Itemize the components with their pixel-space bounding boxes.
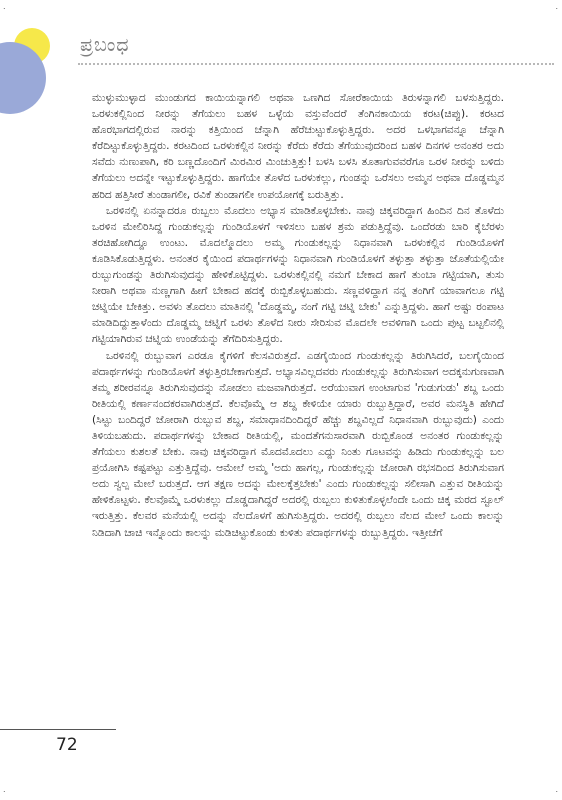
crop-mark-bottom-right: . <box>555 785 558 794</box>
paragraph: ಮುಳ್ಳುಮುಳ್ಳಾದ ಮುಂಡುಗದ ಕಾಯಿಯನ್ನಾಗಲಿ ಅಥವಾ ಒಣಗಿದ ಸೋರೆಕಾಯಿಯ ತಿರುಳನ್ನಾಗಲಿ ಬಳಸುತ್ತಿದ್ದರು. ಒರಳುಕಲ್ಲಿನಿಂದ ನೀರನ್ನು ತೆಗೆಯಲು ಬಹಳ ಒಳ್ಳೆಯ ವಸ್ತುವೆಂದರೆ ತೆಂಗಿನಕಾಯಿಯ ಕರಟ(ಚಿಪ್ಪು). ಕರಟದ ಹೊರಭಾಗದಲ್ಲಿರುವ ನಾರನ್ನು ಕತ್ತಿಯಿಂದ ಚೆನ್ನಾಗಿ ಹೆರೆಚುಟ್ಟುಕೊಳ್ಳುತ್ತಿದ್ದರು. ಅದರ ಒಳಭಾಗವನ್ನೂ ಚೆನ್ನಾಗಿ ಕೆರೆದಿಟ್ಟುಕೊಳ್ಳುತ್ತಿದ್ದರು. ಕರಟದಿಂದ ಒರಳುಕಲ್ಲಿನ ನೀರನ್ನು ಕೆರೆದು ಕೆರೆದು ತೆಗೆಯುವುದರಿಂದ ಬಹಳ ದಿನಗಳ ಅನಂತರ ಅದು ಸವೆದು ನುಣುಪಾಗಿ, ಕರಿ ಬಣ್ಣದೊಂದಿಗೆ ಮಿರಮಿರ ಮಿಂಚುತ್ತಿತ್ತು! ಬಳಸಿ ಬಳಸಿ ತೂತಾಗುವವರೆಗೂ ಒರಳ ನೀರನ್ನು ಬಳಿದು ತೆಗೆಯಲು ಅದನ್ನೇ ಇಟ್ಟುಕೊಳ್ಳುತ್ತಿದ್ದರು. ಹಾಗೆಯೇ ತೊಳೆದ ಒರಳುಕಲ್ಲು, ಗುಂಡನ್ನು ಒರೆಸಲು ಅಮ್ಮನ ಅಥವಾ ದೊಡ್ಡಮ್ಮನ ಹರಿದ ಹತ್ತಿಸೀರೆ ತುಂಡಾಗಲೀ, ರವಿಕೆ ತುಂಡಾಗಲೀ ಉಪಯೋಗಕ್ಕೆ ಬರುತ್ತಿತ್ತು. <box>92 92 504 201</box>
paragraph: ಒರಳಿನಲ್ಲಿ ಏನನ್ನಾದರೂ ರುಬ್ಬಲು ಮೊದಲು ಅಭ್ಯಾಸ ಮಾಡಿಕೊಳ್ಳಬೇಕು. ನಾವು ಚಿಕ್ಕವರಿದ್ದಾಗ ಹಿಂದಿನ ದಿನ ತೊಳೆದು ಒರಳಿನ ಮೇಲಿರಿಸಿದ್ದ ಗುಂಡುಕಲ್ಲನ್ನು ಗುಂಡಿಯೊಳಗೆ ಇಳಿಸಲು ಬಹಳ ಶ್ರಮ ಪಡುತ್ತಿದ್ದೆವು. ಒಂದೆರಡು ಬಾರಿ ಕೈಬೆರಳು ತರಚಿಹೋಗಿದ್ದೂ ಉಂಟು. ಮೊದಲ್ಮೊದಲು ಅಮ್ಮ ಗುಂಡುಕಲ್ಲನ್ನು ನಿಧಾನವಾಗಿ ಒರಳುಕಲ್ಲಿನ ಗುಂಡಿಯೊಳಗೆ ಕೂಡಿಸಿಕೊಡುತ್ತಿದ್ದಳು. ಅನಂತರ ಕೈಯಿಂದ ಪದಾರ್ಥಗಳನ್ನು ನಿಧಾನವಾಗಿ ಗುಂಡಿಯೊಳಗೆ ತಳ್ಳುತ್ತಾ ತಳ್ಳುತ್ತಾ ಜೊತೆಯಲ್ಲಿಯೇ ರುಬ್ಬುಗುಂಡನ್ನು ತಿರುಗಿಸುವುದನ್ನು ಹೇಳಿಕೊಟ್ಟಿದ್ದಳು. ಒರಳುಕಲ್ಲಿನಲ್ಲಿ ನಮಗೆ ಬೇಕಾದ ಹಾಗೆ ತುಂಬಾ ಗಟ್ಟಿಯಾಗಿ, ತುಸು ನೀರಾಗಿ ಅಥವಾ ನುಣ್ಣಗಾಗಿ ಹೀಗೆ ಬೇಕಾದ ಹದಕ್ಕೆ ರುಬ್ಬಿಕೊಳ್ಳಬಹುದು. ಸಣ್ಣವಳಿದ್ದಾಗ ನನ್ನ ತಂಗಿಗೆ ಯಾವಾಗಲೂ ಗಟ್ಟಿ ಚಟ್ನಿಯೇ ಬೇಕಿತ್ತು. ಅವಳು ತೊದಲು ಮಾತಿನಲ್ಲಿ 'ದೊಡ್ಡಮ್ಮ, ನಂಗೆ ಗಟ್ಟಿ ಚಟ್ನಿ ಬೇಕು' ಎನ್ನುತ್ತಿದ್ದಳು. ಹಾಗೆ ಅಷ್ಟು ರಂಪಾಟ ಮಾಡಿದಿದ್ದುತ್ತಾಳೆಂದು ದೊಡ್ಡಮ್ಮ ಚಟ್ನಿಗೆ ಒರಳು ತೊಳೆದ ನೀರು ಸೇರಿಸುವ ಮೊದಲೇ ಅವಳಿಗಾಗಿ ಒಂದು ಪುಟ್ಟ ಬಟ್ಟಲಿನಲ್ಲಿ ಗಟ್ಟಿಯಾಗಿರುವ ಚಟ್ನಿಯ ಉಂಡೆಯನ್ನು ತೆಗೆದಿರಿಸುತ್ತಿದ್ದರು. <box>92 204 504 346</box>
page-number: 72 <box>56 735 78 755</box>
article-body <box>92 90 504 541</box>
section-title: ಪ್ರಬಂಧ <box>80 34 130 56</box>
paragraph: ಒರಳಿನಲ್ಲಿ ರುಬ್ಬುವಾಗ ಎರಡೂ ಕೈಗಳಿಗೆ ಕೆಲಸವಿರುತ್ತದೆ. ಎಡಗೈಯಿಂದ ಗುಂಡುಕಲ್ಲನ್ನು ತಿರುಗಿಸಿದರೆ, ಬಲಗೈಯಿಂದ ಪದಾರ್ಥಗಳನ್ನು ಗುಂಡಿಯೊಳಗೆ ತಳ್ಳುತ್ತಿರಬೇಕಾಗುತ್ತದೆ. ಅಭ್ಯಾಸವಿಲ್ಲದವರು ಗುಂಡುಕಲ್ಲನ್ನು ತಿರುಗಿಸುವಾಗ ಅದಕ್ಕನುಗುಣವಾಗಿ ತಮ್ಮ ಶರೀರವನ್ನೂ ತಿರುಗಿಸುವುದನ್ನು ನೋಡಲು ಮಜವಾಗಿರುತ್ತದೆ. ಅರೆಯುವಾಗ ಉಂಟಾಗುವ 'ಗುಡುಗುಡು' ಶಬ್ದ ಒಂದು ರೀತಿಯಲ್ಲಿ ಕರ್ಣಾನಂದಕರವಾಗಿರುತ್ತದೆ. ಕೆಲವೊಮ್ಮೆ ಆ ಶಬ್ದ ಕೇಳಿಯೇ ಯಾರು ರುಬ್ಬುತ್ತಿದ್ದಾರೆ, ಅವರ ಮನಸ್ಥಿತಿ ಹೇಗಿದೆ (ಸಿಟ್ಟು ಬಂದಿದ್ದರೆ ಜೋರಾಗಿ ರುಬ್ಬುವ ಶಬ್ದ, ಸಮಾಧಾನದಿಂದಿದ್ದರೆ ಹೆಚ್ಚು ಶಬ್ದವಿಲ್ಲದೆ ನಿಧಾನವಾಗಿ ರುಬ್ಬುವುದು) ಎಂದು ತಿಳಿಯಬಹುದು. ಪದಾರ್ಥಗಳನ್ನು ಬೇಕಾದ ರೀತಿಯಲ್ಲಿ, ಮಂದತೆಗನುಸಾರವಾಗಿ ರುಬ್ಬಿಕೊಂಡ ಅನಂತರ ಗುಂಡುಕಲ್ಲನ್ನು ತೆಗೆಯಲು ಕುಶಲತೆ ಬೇಕು. ನಾವು ಚಿಕ್ಕವರಿದ್ದಾಗ ಮೊದಮೊದಲು ಎದ್ದು ನಿಂತು ಗೂಟವನ್ನು ಹಿಡಿದು ಗುಂಡುಕಲ್ಲನ್ನು ಬಲ ಪ್ರಯೋಗಿಸಿ ಕಷ್ಟಪಟ್ಟು ಎತ್ತುತ್ತಿದ್ದೆವು. ಆಮೇಲೆ ಅಮ್ಮ 'ಅದು ಹಾಗಲ್ಲ, ಗುಂಡುಕಲ್ಲನ್ನು ಜೋರಾಗಿ ರಭಸದಿಂದ ತಿರುಗಿಸುವಾಗ ಅದು ಸ್ವಲ್ಪ ಮೇಲೆ ಬರುತ್ತದೆ. ಆಗ ತಕ್ಷಣ ಅದನ್ನು ಮೇಲಕ್ಕೆತ್ತಬೇಕು' ಎಂದು ಗುಂಡುಕಲ್ಲನ್ನು ಸಲೀಸಾಗಿ ಎತ್ತುವ ರೀತಿಯನ್ನು ಹೇಳಿಕೊಟ್ಟಳು. ಕೆಲವೊಮ್ಮೆ ಒರಳುಕಲ್ಲು ದೊಡ್ಡದಾಗಿದ್ದರೆ ಅದರಲ್ಲಿ ರುಬ್ಬಲು ಕುಳಿತುಕೊಳ್ಳಲೆಂದೇ ಒಂದು ಚಿಕ್ಕ ಮರದ ಸ್ಟೂಲ್ ಇರುತ್ತಿತ್ತು. ಕೆಲವರ ಮನೆಯಲ್ಲಿ ಅದನ್ನು ನೆಲದೊಳಗೆ ಹುಗಿಸುತ್ತಿದ್ದರು. ಅದರಲ್ಲಿ ರುಬ್ಬಲು ನೆಲದ ಮೇಲೆ ಒಂದು ಕಾಲನ್ನು ನಿಡಿದಾಗಿ ಚಾಚಿ ಇನ್ನೊಂದು ಕಾಲನ್ನು ಮಡಿಚಿಟ್ಟುಕೊಂಡು ಕುಳಿತು ಪದಾರ್ಥಗಳನ್ನು ರುಬ್ಬುತ್ತಿದ್ದರು. ಇತ್ತೀಚೆಗೆ <box>92 349 504 539</box>
crop-mark-bottom-left: . <box>3 785 6 794</box>
footer-rule <box>0 729 116 730</box>
crop-mark-top-left: . <box>3 2 6 11</box>
header-dotted-rule <box>78 63 554 65</box>
crop-mark-top-right: . <box>555 2 558 11</box>
